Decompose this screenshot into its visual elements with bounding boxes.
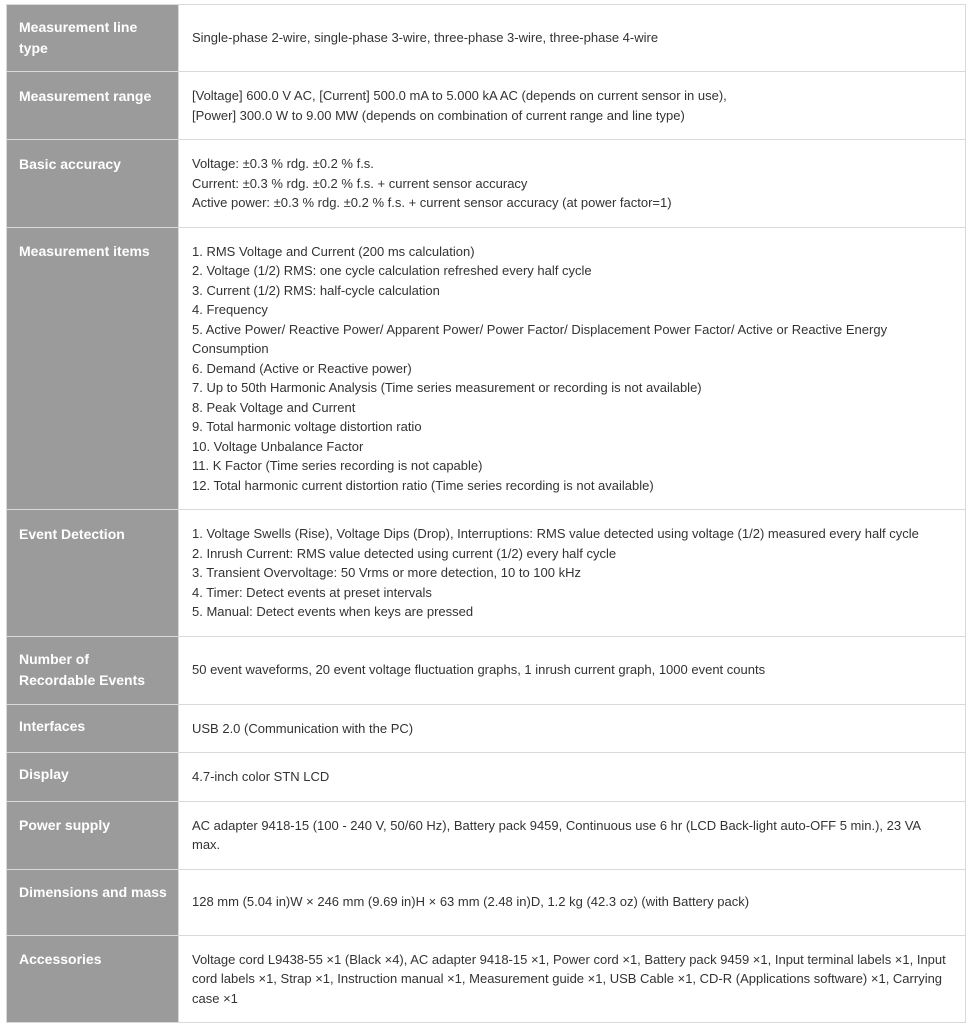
spec-value-line: Current: ±0.3 % rdg. ±0.2 % f.s. + current sensor accuracy (192, 175, 528, 191)
spec-label: Number of Recordable Events (19, 650, 146, 688)
spec-label-cell (7, 636, 179, 704)
spec-label-cell (7, 869, 179, 935)
spec-value-line: 9. Total harmonic voltage distortion ratio (192, 419, 422, 434)
spec-label: Dimensions and mass (19, 883, 167, 900)
spec-value-line: 3. Transient Overvoltage: 50 Vrms or more detection, 10 to 100 kHz (192, 565, 581, 580)
spec-value-line: 3. Current (1/2) RMS: half-cycle calculation (192, 282, 440, 298)
spec-value-line: 11. K Factor (Time series recording is not capable) (192, 458, 483, 473)
spec-value (192, 72, 951, 139)
spec-value-line: 7. Up to 50th Harmonic Analysis (Time series measurement or recording is not available) (192, 380, 702, 395)
spec-value-cell (179, 510, 966, 637)
spec-value (192, 646, 951, 694)
spec-value-cell (179, 227, 966, 510)
spec-value-line: 12. Total harmonic current distortion ratio (Time series recording is not available) (192, 477, 654, 493)
spec-value-line: 4. Frequency (192, 302, 268, 317)
spec-value-line: 6. Demand (Active or Reactive power) (192, 360, 412, 376)
spec-label: Basic accuracy (19, 156, 121, 172)
spec-label: Accessories (19, 950, 102, 967)
spec-row (7, 801, 966, 869)
spec-label-cell (7, 510, 179, 637)
spec-value-line: 10. Voltage Unbalance Factor (192, 438, 364, 454)
spec-value-line: 4.7-inch color STN LCD (192, 769, 330, 784)
spec-value-cell (179, 140, 966, 228)
spec-row (7, 140, 966, 228)
spec-value-line: 1. RMS Voltage and Current (200 ms calculation) (192, 243, 475, 259)
spec-value (192, 802, 951, 869)
spec-table-body (7, 5, 966, 1023)
spec-value (192, 510, 951, 636)
spec-label: Measurement line type (19, 19, 138, 56)
spec-value-cell (179, 72, 966, 140)
spec-value (192, 705, 951, 753)
spec-value-cell (179, 869, 966, 935)
spec-label: Interfaces (19, 717, 86, 734)
spec-value-cell (179, 753, 966, 802)
spec-row (7, 5, 966, 72)
spec-value-line: Single-phase 2-wire, single-phase 3-wire, three-phase 3-wire, three-phase 4-wire (192, 30, 659, 46)
spec-table (6, 4, 966, 1023)
spec-value-line: 5. Active Power/ Reactive Power/ Apparent Power/ Power Factor/ Displacement Power Factor/ Active or Reactive Energy Consumption (192, 321, 888, 356)
spec-row (7, 935, 966, 1023)
spec-row (7, 753, 966, 802)
spec-label-cell (7, 227, 179, 510)
spec-label: Power supply (19, 816, 111, 833)
spec-value-line: [Power] 300.0 W to 9.00 MW (depends on combination of current range and line type) (192, 107, 685, 123)
spec-label-cell (7, 140, 179, 228)
spec-value-line: 4. Timer: Detect events at preset intervals (192, 584, 432, 600)
spec-label: Measurement range (19, 88, 152, 104)
spec-value (192, 228, 951, 510)
spec-label-cell (7, 935, 179, 1023)
spec-value-line: AC adapter 9418-15 (100 - 240 V, 50/60 Hz), Battery pack 9459, Continuous use 6 hr (LCD Back-light auto-OFF 5 min.), 23 VA max. (192, 817, 921, 852)
spec-value-line: Active power: ±0.3 % rdg. ±0.2 % f.s. + current sensor accuracy (at power factor=1) (192, 195, 672, 210)
spec-value (192, 936, 951, 1023)
spec-label: Display (19, 766, 69, 782)
spec-label-cell (7, 704, 179, 753)
spec-label-cell (7, 801, 179, 869)
spec-value-line: 2. Inrush Current: RMS value detected using current (1/2) every half cycle (192, 545, 617, 561)
spec-row (7, 510, 966, 637)
spec-value-line: Voltage: ±0.3 % rdg. ±0.2 % f.s. (192, 156, 374, 171)
spec-label: Measurement items (19, 242, 150, 259)
spec-value-line: 128 mm (5.04 in)W × 246 mm (9.69 in)H × 63 mm (2.48 in)D, 1.2 kg (42.3 oz) (with Battery pack) (192, 894, 750, 910)
spec-label: Event Detection (19, 526, 125, 542)
spec-value (192, 140, 951, 227)
spec-value-line: 50 event waveforms, 20 event voltage fluctuation graphs, 1 inrush current graph, 1000 event counts (192, 662, 766, 678)
spec-value-line: USB 2.0 (Communication with the PC) (192, 720, 414, 736)
spec-row (7, 636, 966, 704)
spec-value-line: 1. Voltage Swells (Rise), Voltage Dips (Drop), Interruptions: RMS value detected using voltage (1/2) measured every half cycle (192, 526, 919, 541)
spec-value (192, 878, 951, 926)
spec-value (192, 753, 951, 801)
spec-value-cell (179, 5, 966, 72)
spec-value-line: 5. Manual: Detect events when keys are pressed (192, 604, 474, 619)
spec-value (192, 14, 951, 62)
spec-row (7, 72, 966, 140)
spec-label-cell (7, 5, 179, 72)
spec-row (7, 869, 966, 935)
spec-label-cell (7, 72, 179, 140)
spec-value-line: [Voltage] 600.0 V AC, [Current] 500.0 mA to 5.000 kA AC (depends on current sensor in use), (192, 88, 727, 103)
spec-value-cell (179, 636, 966, 704)
spec-value-line: 8. Peak Voltage and Current (192, 399, 356, 415)
spec-value-cell (179, 801, 966, 869)
spec-row (7, 227, 966, 510)
spec-value-line: 2. Voltage (1/2) RMS: one cycle calculation refreshed every half cycle (192, 263, 592, 278)
spec-row (7, 704, 966, 753)
spec-value-cell (179, 704, 966, 753)
spec-label-cell (7, 753, 179, 802)
spec-value-cell (179, 935, 966, 1023)
spec-value-line: Voltage cord L9438-55 ×1 (Black ×4), AC adapter 9418-15 ×1, Power cord ×1, Battery pack 9459 ×1, Input terminal labels ×1, Input cord labels ×1, Strap ×1, Instruction manual ×1, Measurement guide ×1, USB Cable ×1, CD-R (Applications software) ×1, Carrying case ×1 (192, 951, 946, 1006)
